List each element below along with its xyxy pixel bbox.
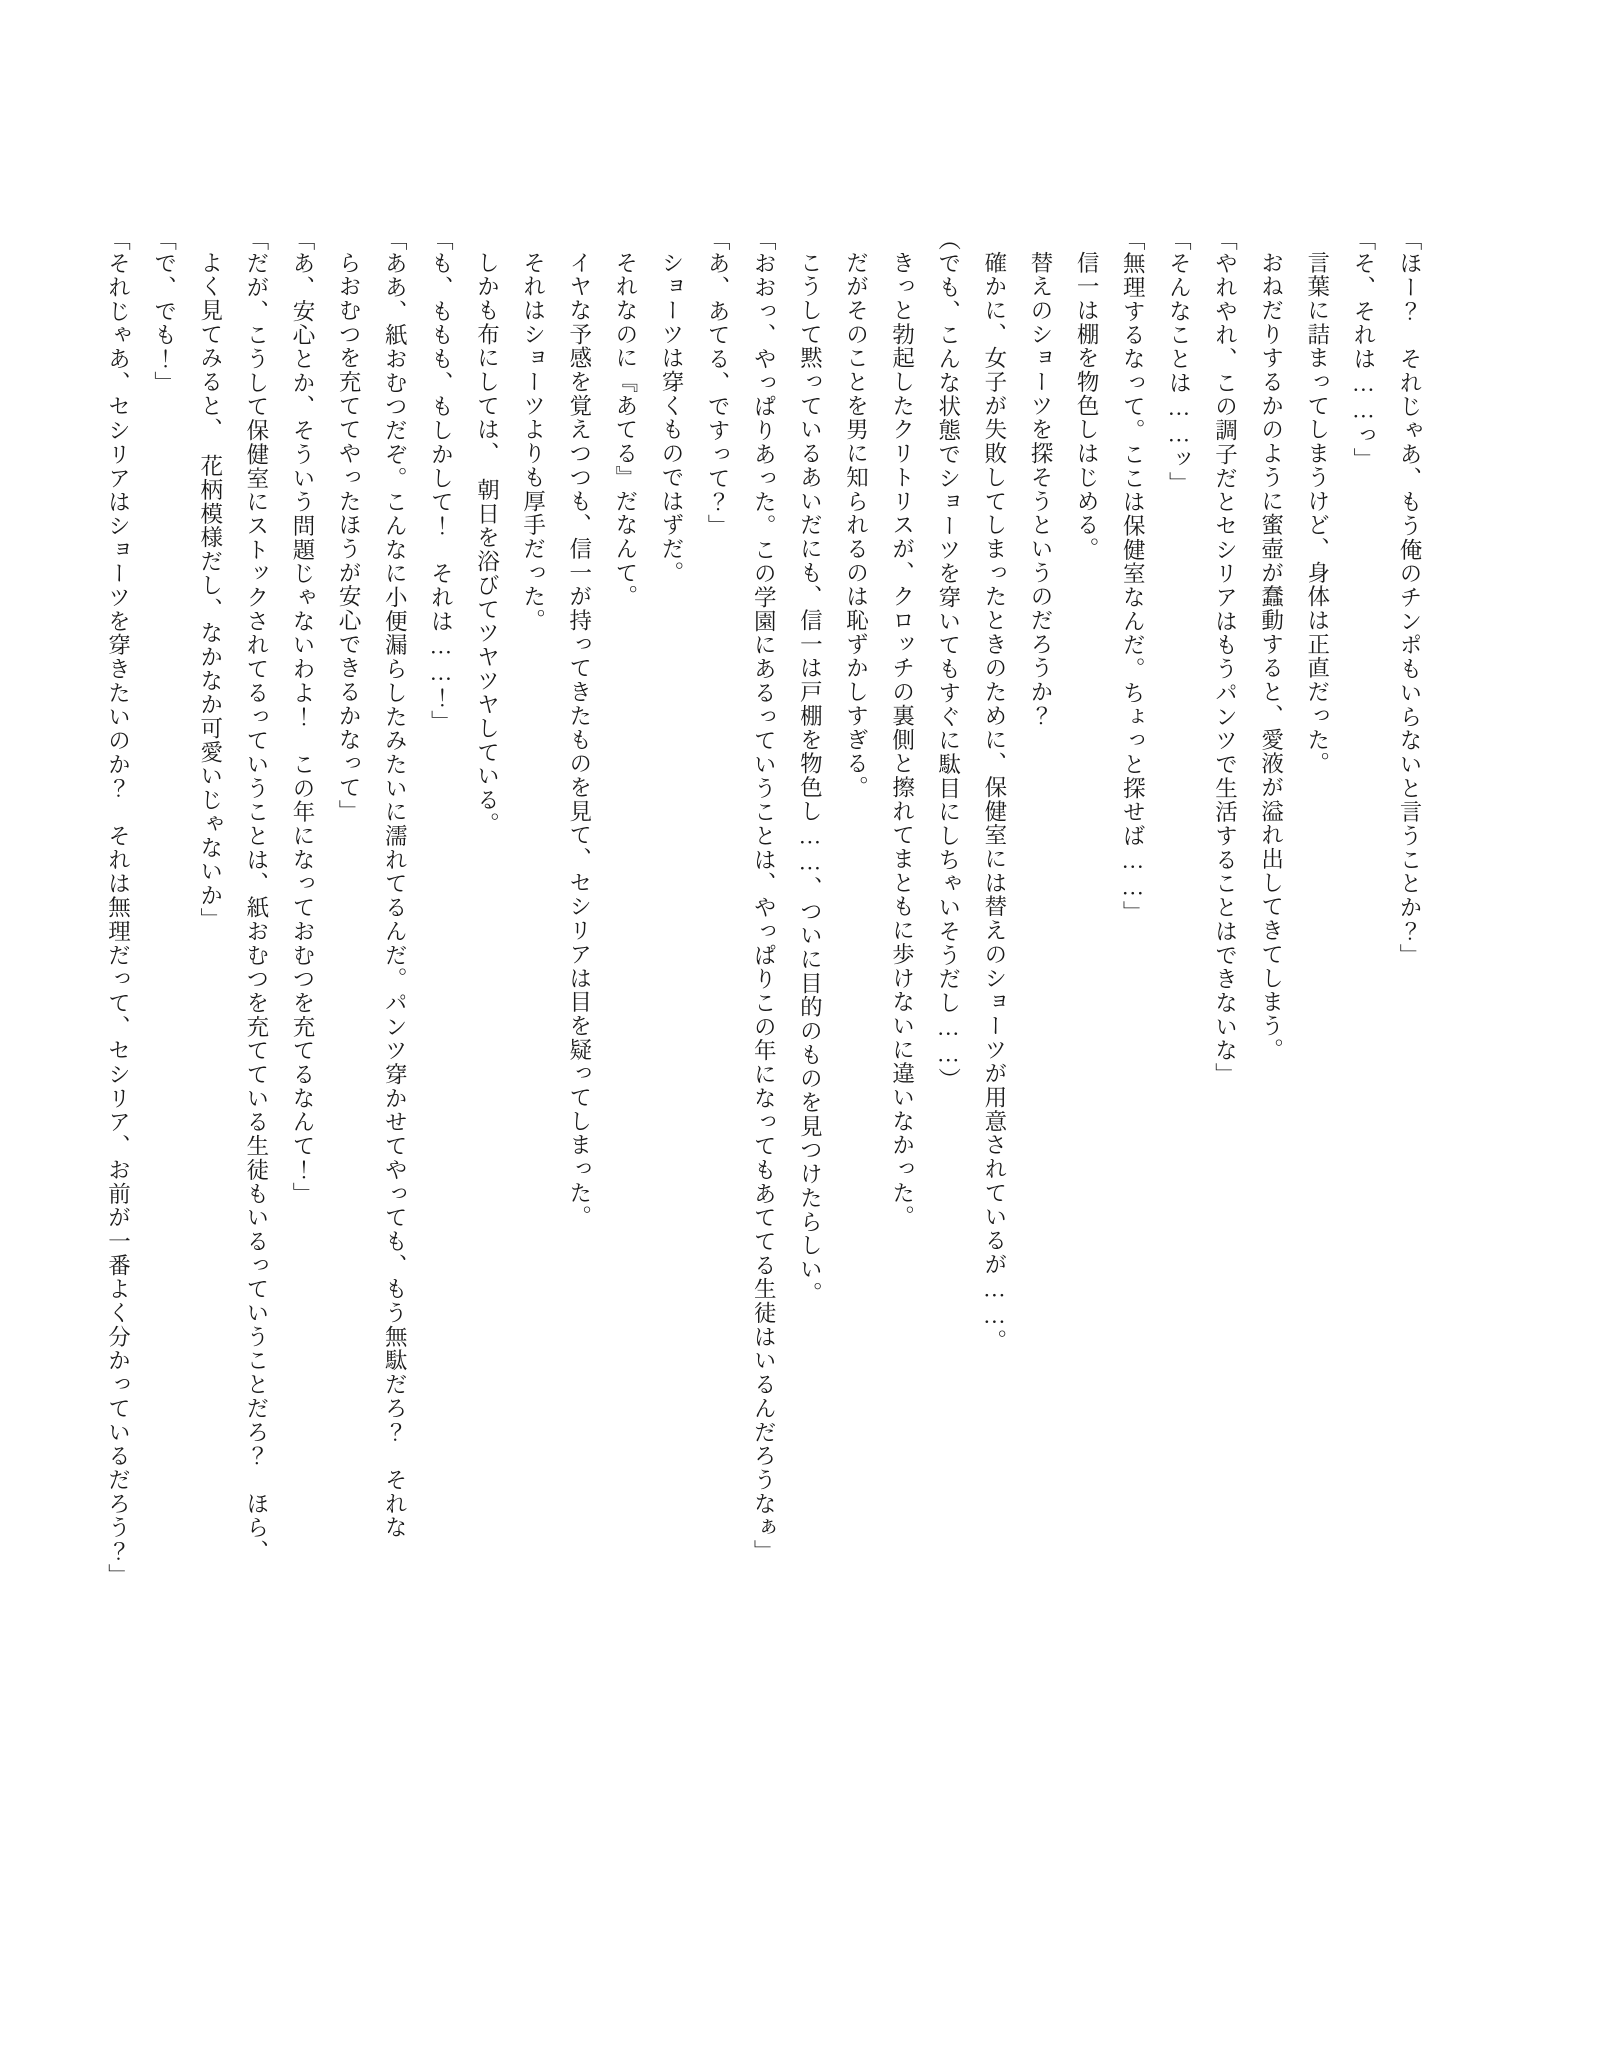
text-line: 「で、でも！」 — [151, 228, 177, 395]
text-line: 「それじゃあ、セシリアはショーツを穿きたいのか？ それは無理だって、セシリア、お前が一番よく分かっているだろう？」 — [105, 228, 131, 1588]
text-line: 「おおっ、やっぱりあった。この学園にあるっていうことは、やっぱりこの年になってもあててる生徒はいるんだろうなぁ」 — [751, 228, 777, 1564]
text-line: しかも布にしては、 朝日を浴びてツヤツヤしている。 — [474, 250, 500, 836]
text-line: らおむつを充ててやったほうが安心できるかなって」 — [336, 250, 362, 823]
text-line: 「だが、こうして保健室にストックされてるっていうことは、紙おむつを充てている生徒もいるっていうことだろ？ ほら、 — [243, 228, 269, 1564]
text-line: ショーツは穿くものではずだ。 — [659, 250, 684, 585]
text-line: 「無理するなって。ここは保健室なんだ。ちょっと探せば……」 — [1120, 228, 1146, 925]
novel-text-body — [105, 228, 1432, 1911]
text-line: それなのに『あてる』だなんて。 — [612, 250, 638, 609]
text-line: こうして黙っているあいだにも、信一は戸棚を物色し……、ついに目的のものを見つけたらしい。 — [797, 250, 823, 1305]
text-line: 「そんなことは……ッ」 — [1166, 228, 1192, 496]
text-line: 「ああ、紙おむつだぞ。こんなに小便漏らしたみたいに濡れてるんだ。パンツ穿かせてやっても、もう無駄だろ？ それな — [382, 228, 408, 1540]
text-line: 「ほー？ それじゃあ、もう俺のチンポもいらないと言うことか？」 — [1397, 228, 1422, 968]
text-line: 「やれやれ、この調子だとセシリアはもうパンツで生活することはできないな」 — [1212, 228, 1238, 1087]
text-line: 言葉に詰まってしまうけど、身体は正直だった。 — [1304, 250, 1330, 776]
text-line: イヤな予感を覚えつつも、信一が持ってきたものを見て、セシリアは目を疑ってしまった。 — [566, 250, 592, 1229]
text-line: きっと勃起したクリトリスが、クロッチの裏側と擦れてまともに歩けないに違いなかった。 — [889, 250, 915, 1229]
text-line: 確かに、女子が失敗してしまったときのために、保健室には替えのショーツが用意されているが……。 — [981, 250, 1007, 1353]
text-line: 「も、ももも、もしかして！ それは……！」 — [428, 228, 454, 734]
text-line: 「あ、安心とか、そういう問題じゃないわよ！ この年になっておむつを充てるなんて！」 — [290, 228, 315, 1206]
text-line: 「あ、あてる、ですって？」 — [705, 228, 731, 539]
text-line: おねだりするかのように蜜壺が蠢動すると、愛液が溢れ出してきてしまう。 — [1258, 250, 1284, 1062]
text-line: だがそのことを男に知られるのは恥ずかしすぎる。 — [843, 250, 869, 800]
text-line: （でも、こんな状態でショーツを穿いてもすぐに駄目にしちゃいそうだし……） — [935, 228, 961, 1092]
text-line: よく見てみると、 花柄模様だし、なかなか可愛いじゃないか」 — [197, 250, 223, 931]
text-line: 信一は棚を物色しはじめる。 — [1074, 250, 1100, 561]
text-line: それはショーツよりも厚手だった。 — [520, 250, 546, 633]
text-line: 替えのショーツを探そうというのだろうか？ — [1028, 250, 1053, 728]
text-line: 「そ、それは……っ」 — [1350, 228, 1376, 472]
